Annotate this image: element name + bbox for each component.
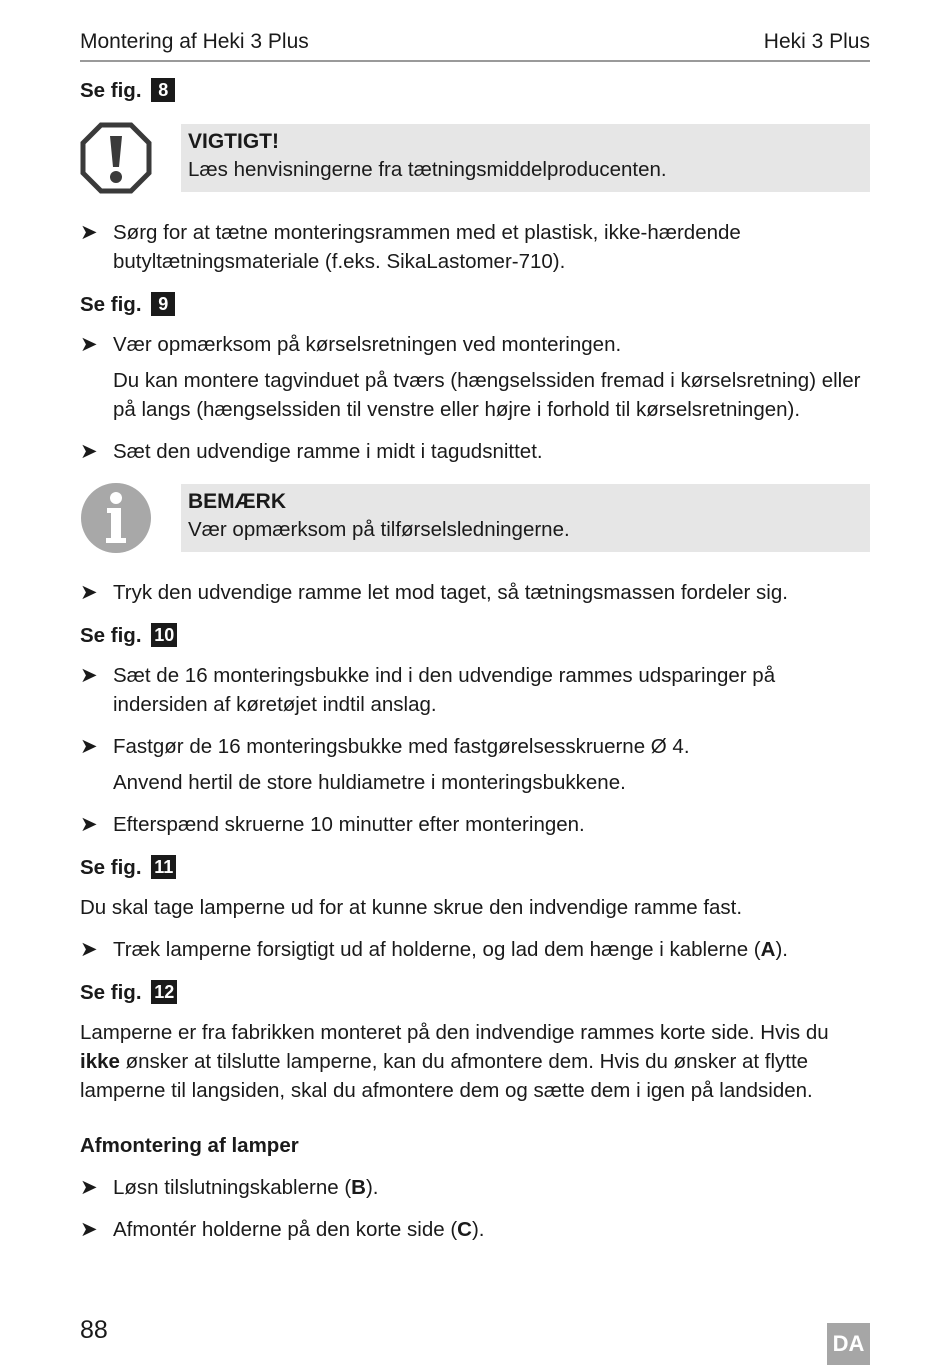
section-heading: Afmontering af lamper <box>80 1134 299 1157</box>
language-tab: DA <box>827 1323 870 1365</box>
step-text-bold: A <box>760 938 776 961</box>
arrow-bullet-icon: ➤ <box>80 221 98 244</box>
arrow-bullet-icon: ➤ <box>80 1176 98 1199</box>
step-item <box>80 437 870 466</box>
arrow-bullet-icon: ➤ <box>80 333 98 356</box>
fig-ref-label: Se fig. <box>80 293 142 316</box>
step-item <box>80 1215 870 1244</box>
warning-title: VIGTIGT! <box>188 130 279 153</box>
step-text: Sæt de 16 monteringsbukke ind i den udvendige rammes udsparinger på indersiden af køretøjet indtil anslag. <box>113 664 776 716</box>
step-item <box>80 810 870 839</box>
fig-ref-11 <box>80 853 870 883</box>
para-text-bold: ikke <box>80 1050 120 1073</box>
fig-ref-10 <box>80 621 870 651</box>
fig-number-badge: 12 <box>151 980 177 1004</box>
info-note-box <box>80 484 870 554</box>
paragraph: Du skal tage lamperne ud for at kunne skrue den indvendige ramme fast. <box>80 896 743 919</box>
step-text: Tryk den udvendige ramme let mod taget, så tætningsmassen fordeler sig. <box>113 581 788 604</box>
page-body <box>80 76 870 1257</box>
fig-number-badge: 11 <box>151 855 176 879</box>
step-item <box>80 661 870 719</box>
step-item <box>80 732 870 761</box>
step-text-pre: Træk lamperne forsigtigt ud af holderne, og lad dem hænge i kablerne ( <box>113 938 761 961</box>
step-text-bold: B <box>351 1176 366 1199</box>
arrow-bullet-icon: ➤ <box>80 1218 98 1241</box>
header-left-title: Montering af Heki 3 Plus <box>80 30 309 53</box>
arrow-bullet-icon: ➤ <box>80 813 98 836</box>
note-text: Vær opmærksom på tilførselsledningerne. <box>188 518 570 541</box>
step-text-pre: Løsn tilslutningskablerne ( <box>113 1176 352 1199</box>
fig-ref-label: Se fig. <box>80 624 142 647</box>
step-item <box>80 935 870 964</box>
note-title: BEMÆRK <box>188 490 286 513</box>
step-text: Fastgør de 16 monteringsbukke med fastgørelsesskruerne Ø 4. <box>113 735 690 758</box>
fig-ref-9 <box>80 290 870 320</box>
step-text-post: ). <box>365 1176 379 1199</box>
para-text-pre: Lamperne er fra fabrikken monteret på den indvendige rammes korte side. Hvis du <box>80 1021 829 1044</box>
fig-ref-label: Se fig. <box>80 856 142 879</box>
fig-number-badge: 10 <box>151 623 177 647</box>
warning-octagon-icon <box>80 122 152 194</box>
warning-text: Læs henvisningerne fra tætningsmiddelproducenten. <box>188 158 667 181</box>
fig-ref-label: Se fig. <box>80 981 142 1004</box>
step-item <box>80 330 870 359</box>
step-text-post: ). <box>775 938 788 961</box>
step-text-pre: Afmontér holderne på den korte side ( <box>113 1218 458 1241</box>
arrow-bullet-icon: ➤ <box>80 735 98 758</box>
step-subtext: Du kan montere tagvinduet på tværs (hængselssiden fremad i kørselsretning) eller på langs (hængselssiden til venstre eller højre i forhold til kørselsretningen). <box>113 369 861 421</box>
step-item <box>80 218 870 276</box>
step-text: Efterspænd skruerne 10 minutter efter monteringen. <box>113 813 585 836</box>
step-subtext: Anvend hertil de store huldiametre i monteringsbukkene. <box>113 771 626 794</box>
page-header <box>80 28 870 62</box>
paragraph <box>80 1018 870 1105</box>
header-right-title: Heki 3 Plus <box>763 30 870 53</box>
step-text: Vær opmærksom på kørselsretningen ved monteringen. <box>113 333 622 356</box>
arrow-bullet-icon: ➤ <box>80 440 98 463</box>
fig-number-badge: 8 <box>151 78 175 102</box>
info-icon <box>80 482 152 554</box>
step-text-post: ). <box>471 1218 485 1241</box>
fig-ref-12 <box>80 978 870 1008</box>
step-text-bold: C <box>457 1218 472 1241</box>
fig-ref-8 <box>80 76 870 106</box>
step-item <box>80 1173 870 1202</box>
warning-box <box>80 124 870 194</box>
step-text: Sørg for at tætne monteringsrammen med et plastisk, ikke-hærdende butyltætningsmateriale (f.eks. SikaLastomer-710). <box>113 221 741 273</box>
arrow-bullet-icon: ➤ <box>80 938 98 961</box>
step-text: Sæt den udvendige ramme i midt i tagudsnittet. <box>113 440 543 463</box>
fig-number-badge: 9 <box>151 292 175 316</box>
note-content <box>181 484 870 552</box>
arrow-bullet-icon: ➤ <box>80 664 98 687</box>
warning-content <box>181 124 870 192</box>
step-item <box>80 578 870 607</box>
fig-ref-label: Se fig. <box>80 79 142 102</box>
page-number: 88 <box>80 1316 108 1344</box>
arrow-bullet-icon: ➤ <box>80 581 98 604</box>
para-text-post: ønsker at tilslutte lamperne, kan du afmontere dem. Hvis du ønsker at flytte lamperne til langsiden, skal du afmontere dem og sætte dem i igen på landsiden. <box>80 1050 813 1102</box>
